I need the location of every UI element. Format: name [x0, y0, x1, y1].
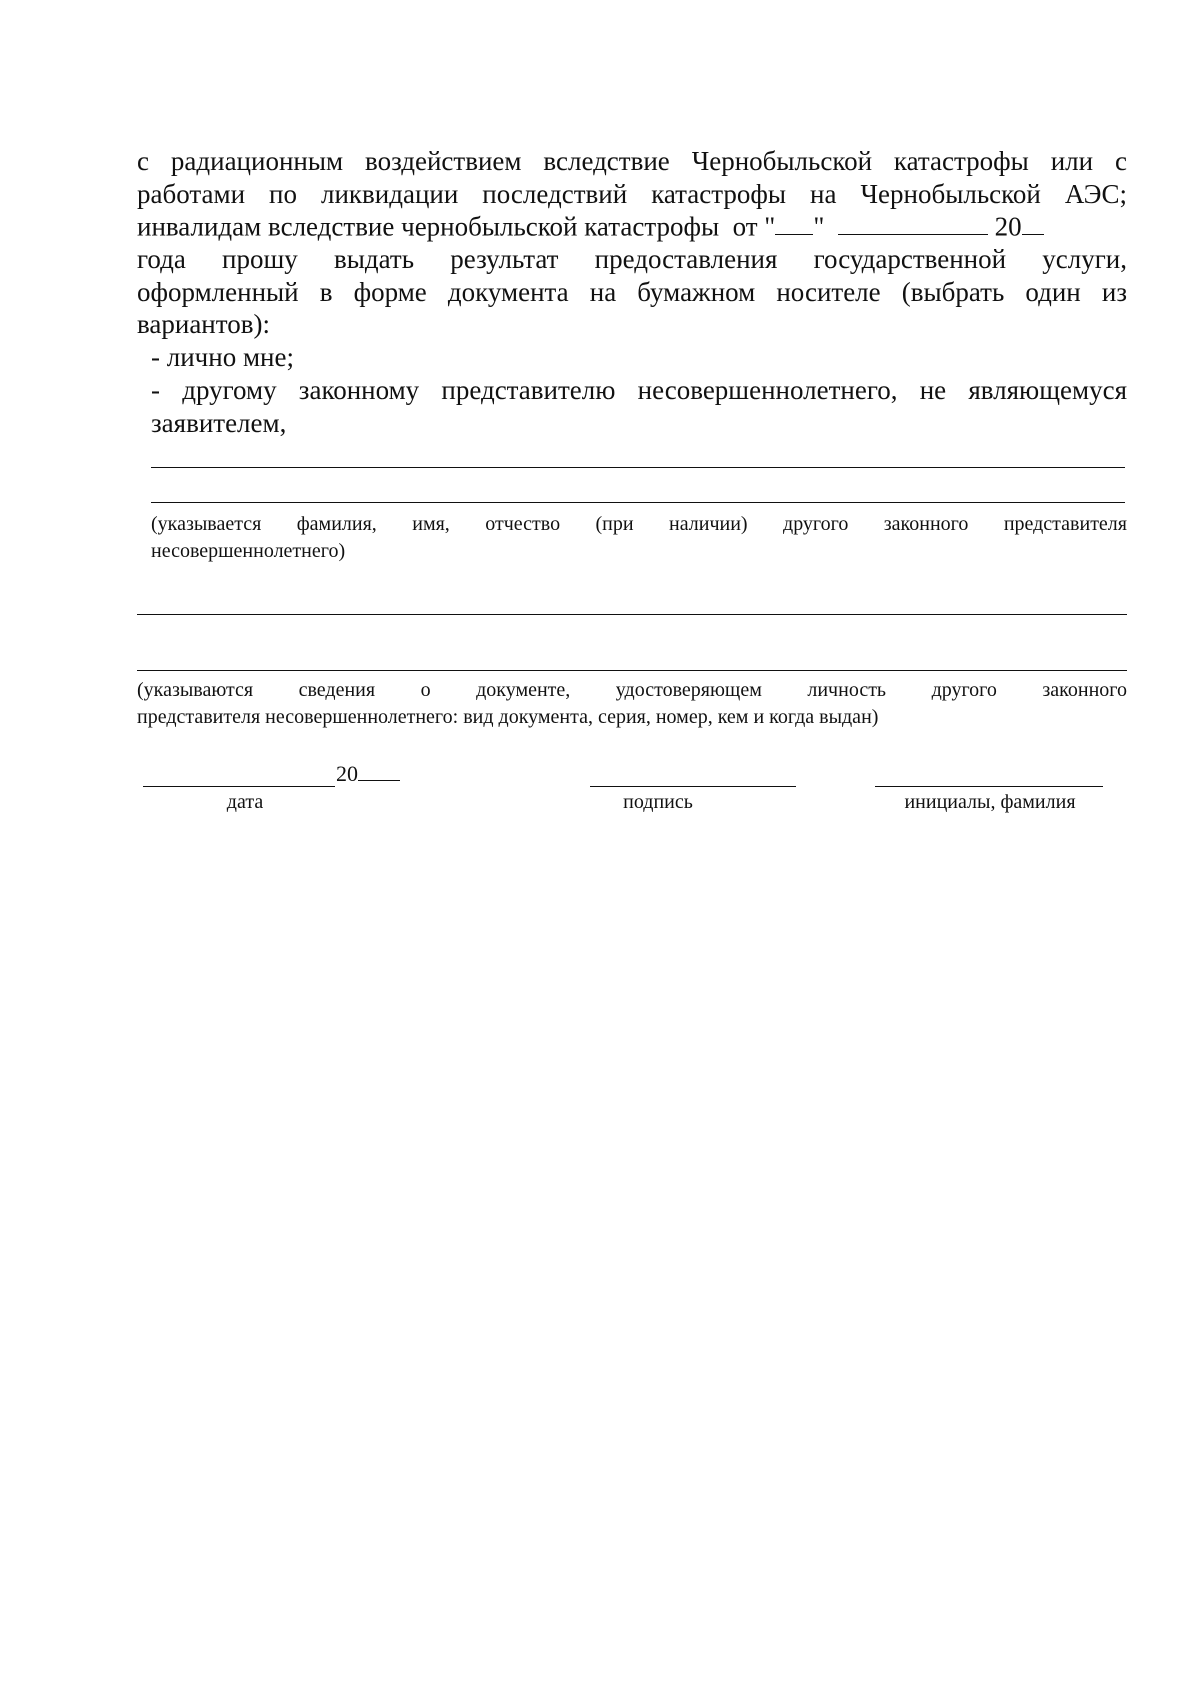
option-personal-text: - лично мне;	[151, 342, 294, 372]
signature-label: подпись	[623, 791, 693, 813]
paragraph-line-2: работами по ликвидации последствий катастрофы на Чернобыльской АЭС;	[137, 178, 1127, 209]
year-prefix: 20	[994, 211, 1022, 242]
option-representative-line-1: - другому законному представителю несовершеннолетнего, не являющемуся	[151, 375, 1127, 405]
day-field[interactable]	[775, 210, 813, 235]
document-details-line-1[interactable]	[137, 614, 1127, 615]
date-year-prefix: 20	[336, 761, 358, 786]
disability-text: инвалидам вследствие чернобыльской катастрофы	[137, 211, 720, 242]
document-note-line-1: (указываются сведения о документе, удостоверяющем личность другого законного	[137, 679, 1127, 701]
paragraph-line-4: года прошу выдать результат предоставления государственной услуги,	[137, 244, 1127, 275]
representative-name-line-2[interactable]	[151, 502, 1125, 503]
paragraph-line-1: с радиационным воздействием вследствие Чернобыльской катастрофы или с	[137, 146, 1127, 176]
month-field[interactable]	[838, 210, 988, 235]
representative-note-line-1: (указывается фамилия, имя, отчество (при наличии) другого законного представителя	[151, 513, 1127, 535]
date-year	[336, 761, 400, 787]
document-note-line-2: представителя несовершеннолетнего: вид документа, серия, номер, кем и когда выдан)	[137, 706, 879, 728]
representative-name-line-1[interactable]	[151, 467, 1125, 468]
option-representative	[151, 374, 1127, 439]
paragraph-line-5: оформленный в форме документа на бумажном носителе (выбрать один из	[137, 276, 1127, 307]
year-field[interactable]	[1022, 210, 1044, 235]
name-label: инициалы, фамилия	[904, 791, 1076, 813]
option-representative-line-2: заявителем,	[151, 407, 287, 438]
request-paragraph	[137, 145, 1127, 341]
closing-quote: "	[813, 211, 825, 242]
representative-name-note	[151, 511, 1127, 565]
signature-field[interactable]	[590, 786, 796, 787]
date-label: дата	[226, 791, 264, 813]
paragraph-line-6: вариантов):	[137, 309, 270, 340]
representative-note-line-2: несовершеннолетнего)	[151, 540, 346, 562]
name-field[interactable]	[875, 786, 1103, 787]
from-label: от "	[732, 211, 776, 242]
option-personal	[151, 341, 1127, 374]
document-details-note	[137, 677, 1127, 731]
document-details-line-2[interactable]	[137, 670, 1127, 671]
date-field[interactable]	[143, 786, 335, 787]
date-year-field[interactable]	[358, 761, 400, 781]
paragraph-line-3	[137, 210, 1127, 243]
